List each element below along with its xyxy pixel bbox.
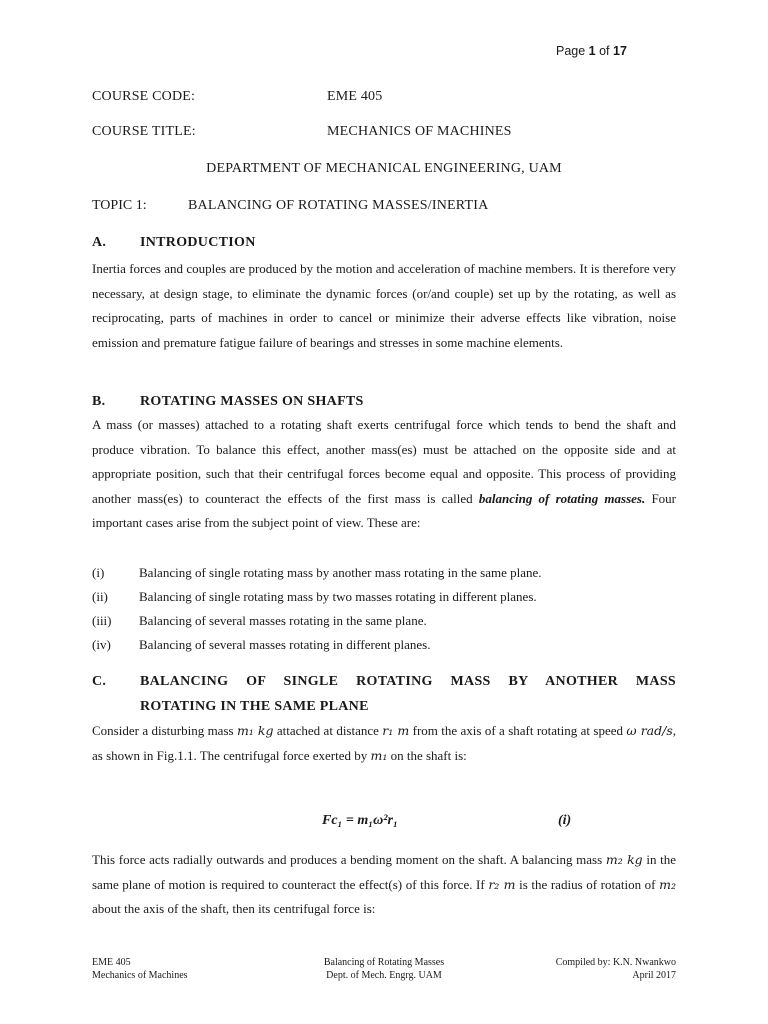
course-title-label: COURSE TITLE: (92, 124, 196, 139)
text-run: in the same plane of motion is required to counteract the effect(s) of this force. If (92, 852, 676, 892)
section-b-title: ROTATING MASSES ON SHAFTS (140, 394, 364, 409)
footer-right (520, 956, 676, 982)
text-run: on the shaft is: (387, 747, 467, 763)
equation-centrifugal-force: Fc₁ = m₁ω²r₁ (322, 813, 398, 828)
footer-left (92, 956, 188, 982)
page-number-total: 17 (613, 44, 627, 58)
section-c-title-line2: ROTATING IN THE SAME PLANE (140, 699, 369, 714)
math-omega: ω rad/s (626, 723, 673, 738)
section-c-letter: C. (92, 674, 107, 689)
math-m1-kg: m₁ kg (236, 723, 274, 738)
equation-number: (i) (558, 813, 572, 828)
list-item-number: (ii) (92, 589, 108, 604)
list-item-number: (iv) (92, 637, 111, 652)
course-code-label: COURSE CODE: (92, 89, 196, 104)
section-c-paragraph-2 (92, 848, 676, 922)
page-number (556, 44, 627, 58)
footer-topic: Balancing of Rotating Masses (323, 957, 445, 968)
math-r1-m: r₁ m (382, 723, 410, 738)
section-b-letter: B. (92, 394, 106, 409)
list-item-number: (i) (92, 565, 105, 580)
text-run: Consider a disturbing mass (92, 723, 237, 738)
list-item-text: Balancing of single rotating mass by another mass rotating in the same plane. (139, 565, 542, 580)
course-code-value: EME 405 (327, 89, 383, 104)
section-b-text-start: A mass (or masses) attached to a rotating shaft exerts centrifugal force which tends to bend the shaft and produce vibration. To balance this effect, another mass(es) must be attached on the opposite side and at appropriate position, such that their centrifugal forces become equal and opposite. This process of providing another mass(es) to counteract the effects of the first mass is called (92, 417, 676, 506)
topic-label: TOPIC 1: (92, 198, 147, 213)
section-a-title: INTRODUCTION (140, 235, 256, 250)
text-run: about the axis of the shaft, then its centrifugal force is: (92, 901, 376, 916)
list-item-number: (iii) (92, 613, 112, 628)
list-item-text: Balancing of several masses rotating in different planes. (139, 637, 431, 652)
section-b-emphasis: balancing of rotating masses. (478, 490, 646, 506)
section-c-paragraph-1 (92, 719, 676, 768)
text-run: This force acts radially outwards and produces a bending moment on the shaft. A balancing mass (92, 852, 606, 867)
footer-department: Dept. of Mech. Engrg. UAM (326, 970, 442, 981)
text-run: from the axis of a shaft rotating at speed (409, 723, 627, 738)
footer-course-title: Mechanics of Machines (92, 970, 188, 981)
footer-course-code: EME 405 (92, 957, 131, 968)
page-number-current: 1 (588, 44, 596, 58)
text-run: , as shown in Fig.1.1. The centrifugal force exerted by (92, 723, 677, 763)
math-m2-kg: m₂ kg (605, 852, 643, 867)
section-b-text-end: Four important cases arise from the subject point of view. These are: (92, 490, 677, 530)
page-number-of: of (595, 44, 613, 58)
math-m2: m₂ (659, 876, 676, 892)
page-number-prefix: Page (556, 44, 589, 58)
department-heading: DEPARTMENT OF MECHANICAL ENGINEERING, UAM (206, 161, 562, 176)
math-r2-m: r₂ m (488, 876, 516, 892)
text-run: is the radius of rotation of (515, 876, 660, 892)
course-title-value: MECHANICS OF MACHINES (327, 124, 512, 139)
math-m1: m₁ (370, 747, 388, 763)
footer-date: April 2017 (632, 970, 676, 981)
section-a-paragraph: Inertia forces and couples are produced by the motion and acceleration of machine members. It is therefore very necessary, at design stage, to eliminate the dynamic forces (or/and couple) set up by the rotating, as well as reciprocating, parts of machines in order to cancel or minimize their adverse effects like vibration, noise emission and premature fatigue failure of bearings and stresses in some machine elements. (92, 261, 676, 350)
list-item-text: Balancing of several masses rotating in the same plane. (139, 613, 427, 628)
topic-title: BALANCING OF ROTATING MASSES/INERTIA (188, 198, 489, 213)
footer-middle (312, 956, 456, 982)
list-item-text: Balancing of single rotating mass by two masses rotating in different planes. (139, 589, 537, 604)
footer-author: Compiled by: K.N. Nwankwo (555, 957, 676, 968)
section-c-title-line1: BALANCING OF SINGLE ROTATING MASS BY ANOTHER MASS (140, 674, 676, 689)
section-b-paragraph (92, 413, 676, 536)
section-a-letter: A. (92, 235, 107, 250)
text-run: attached at distance (273, 723, 383, 738)
